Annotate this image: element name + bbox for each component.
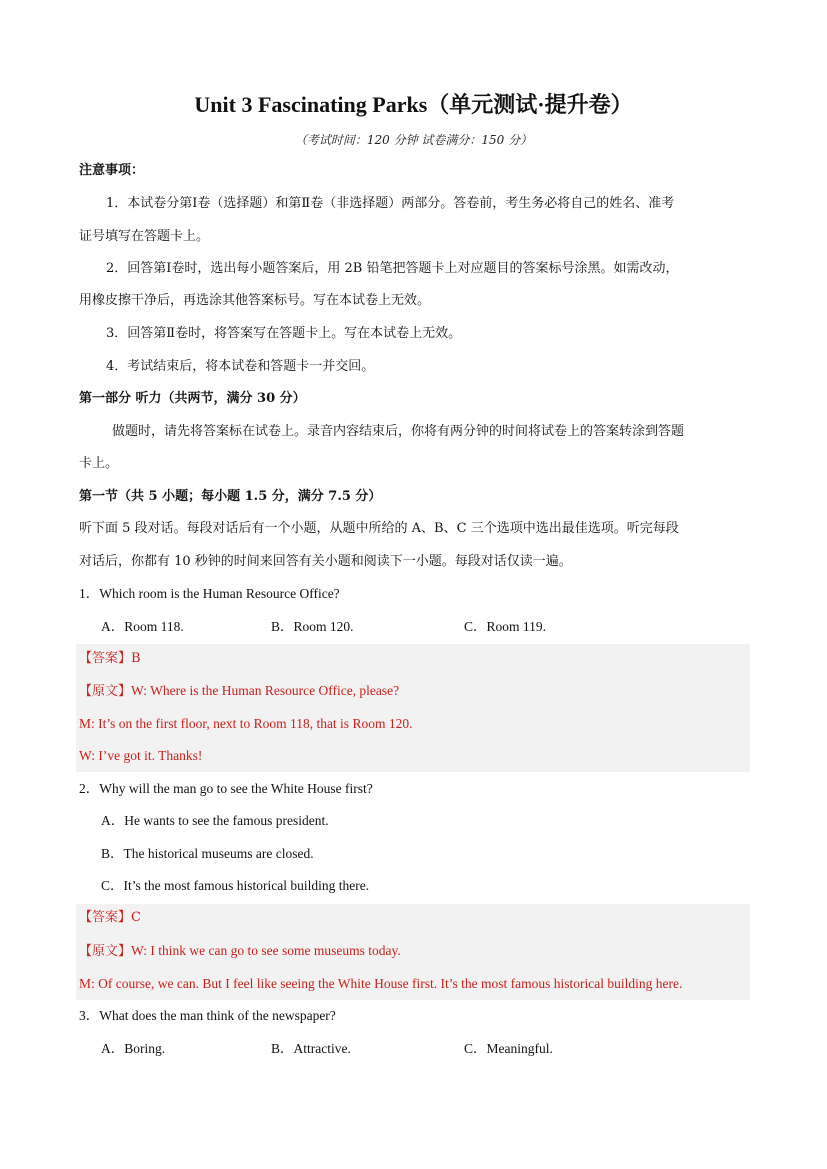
answer-key: 【答案】B (79, 651, 141, 666)
transcript-line: W: I’ve got it. Thanks! (79, 748, 203, 763)
question-stem: 1．Which room is the Human Resource Office? (79, 586, 340, 601)
page-title: Unit 3 Fascinating Parks（单元测试·提升卷） (194, 92, 633, 117)
answer-key: 【答案】C (79, 910, 141, 925)
notice-item: 证号填写在答题卡上。 (79, 229, 210, 244)
transcript-text: W: Where is the Human Resource Office, please? (131, 683, 400, 698)
notice-item: 用橡皮擦干净后，再选涂其他答案标号。写在本试卷上无效。 (79, 293, 431, 308)
option-a: A．Room 118. (101, 619, 184, 634)
transcript-text: W: I think we can go to see some museums today. (131, 943, 401, 958)
section-instructions: 对话后，你都有 10 秒钟的时间来回答有关小题和阅读下一小题。每段对话仅读一遍。 (79, 554, 572, 569)
option-b: B．The historical museums are closed. (101, 846, 314, 861)
option-c: C．Meaningful. (464, 1041, 553, 1056)
notice-heading: 注意事项： (79, 163, 145, 178)
option-c: C．It’s the most famous historical building there. (101, 878, 370, 893)
option-a: A．Boring. (101, 1041, 166, 1056)
transcript-line (79, 681, 399, 702)
exam-info: （考试时间：120 分钟 试卷满分：150 分） (294, 133, 533, 147)
option-a: A．He wants to see the famous president. (101, 813, 329, 828)
transcript-line (79, 941, 401, 962)
transcript-label: 【原文】 (79, 944, 132, 959)
part-heading: 第一部分 听力（共两节，满分 30 分） (79, 391, 306, 406)
transcript-line: M: It’s on the first floor, next to Room 118, that is Room 120. (79, 716, 413, 731)
notice-item: 3．回答第Ⅱ卷时，将答案写在答题卡上。写在本试卷上无效。 (106, 326, 462, 341)
notice-item: 4．考试结束后，将本试卷和答题卡一并交回。 (106, 359, 375, 374)
question-stem: 2．Why will the man go to see the White House first? (79, 781, 373, 796)
section-instructions: 听下面 5 段对话。每段对话后有一个小题，从题中所给的 A、B、C 三个选项中选出最佳选项。听完每段 (79, 521, 679, 536)
transcript-line: M: Of course, we can. But I feel like seeing the White House first. It’s the most famous historical building here. (79, 976, 683, 991)
transcript-label: 【原文】 (79, 684, 132, 699)
notice-item: 1．本试卷分第Ⅰ卷（选择题）和第Ⅱ卷（非选择题）两部分。答卷前，考生务必将自己的姓名、准考 (106, 196, 675, 211)
option-c: C．Room 119. (464, 619, 547, 634)
notice-item: 2．回答第Ⅰ卷时，选出每小题答案后，用 2B 铅笔把答题卡上对应题目的答案标号涂黑。如需改动， (106, 261, 679, 276)
option-b: B．Attractive. (271, 1041, 351, 1056)
option-b: B．Room 120. (271, 619, 354, 634)
section-heading: 第一节（共 5 小题；每小题 1.5 分，满分 7.5 分） (79, 489, 382, 504)
question-stem: 3．What does the man think of the newspaper? (79, 1008, 336, 1023)
part-instructions: 卡上。 (79, 456, 119, 471)
part-instructions: 做题时，请先将答案标在试卷上。录音内容结束后，你将有两分钟的时间将试卷上的答案转涂到答题 (112, 424, 685, 439)
